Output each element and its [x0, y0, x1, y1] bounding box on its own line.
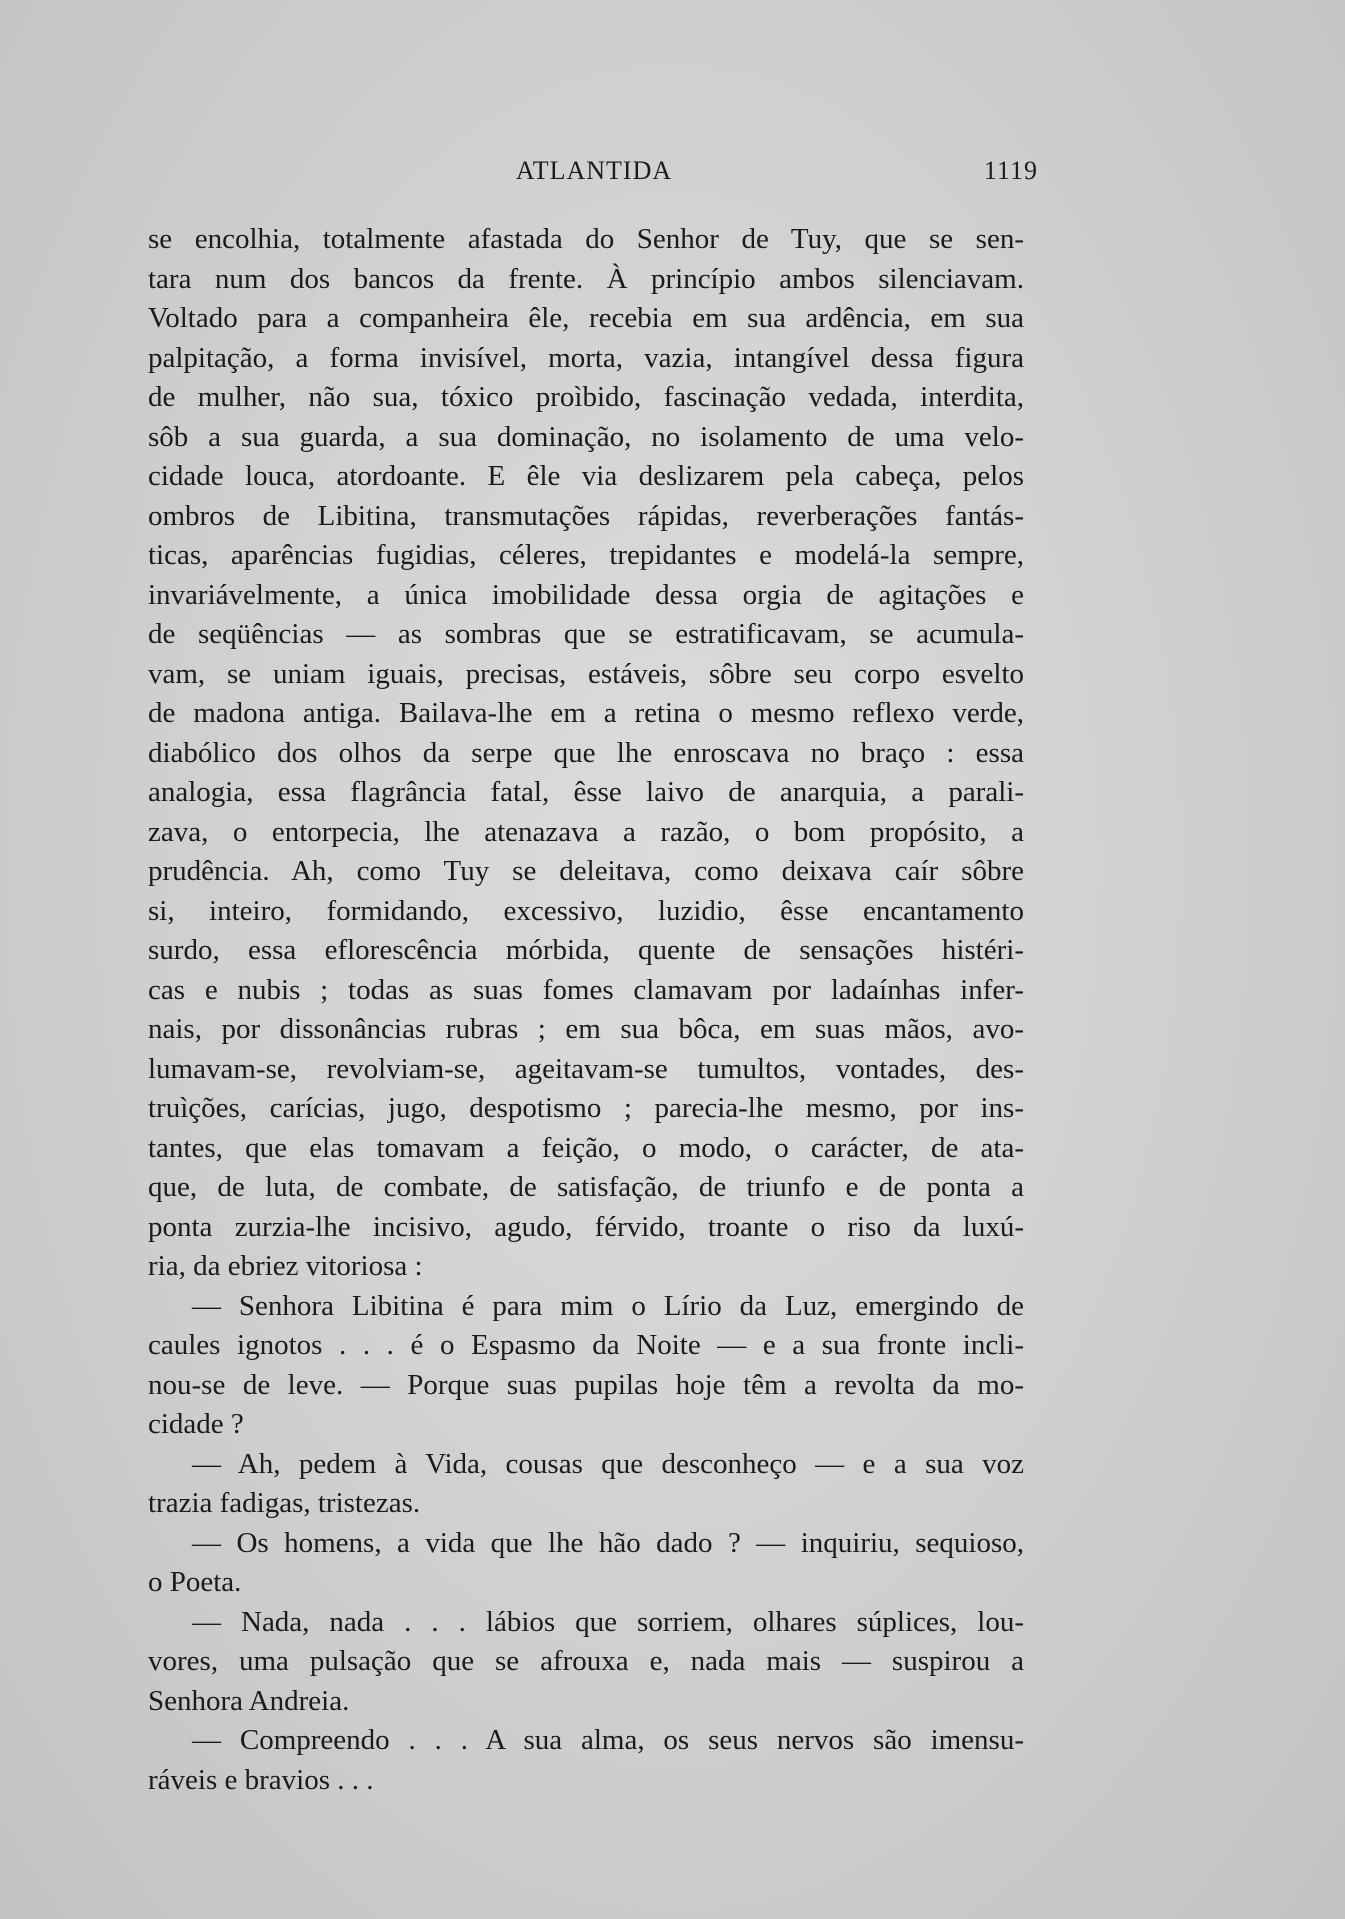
- text-line: vores, uma pulsação que se afrouxa e, nada mais — suspirou a: [148, 1645, 1024, 1677]
- text-line: cas e nubis ; todas as suas fomes clamavam por ladaínhas infer-: [148, 973, 1024, 1006]
- text-line: de mulher, não sua, tóxico proìbido, fascinação vedada, interdita,: [148, 381, 1024, 413]
- text-line: vam, se uniam iguais, precisas, estáveis, sôbre seu corpo esvelto: [148, 657, 1024, 690]
- text-line: Voltado para a companheira êle, recebia em sua ardência, em sua: [148, 302, 1024, 334]
- text-line: cidade ?: [148, 1408, 244, 1440]
- text-line: ticas, aparências fugidias, céleres, trepidantes e modelá-la sempre,: [148, 539, 1024, 571]
- text-line: lumavam-se, revolviam-se, ageitavam-se tumultos, vontades, des-: [148, 1052, 1024, 1085]
- text-line: invariávelmente, a única imobilidade dessa orgia de agitações e: [148, 578, 1024, 611]
- dialogue-line: — Nada, nada . . . lábios que sorriem, olhares súplices, lou-: [192, 1605, 1024, 1638]
- text-line: ria, da ebriez vitoriosa :: [148, 1250, 423, 1282]
- text-line: de madona antiga. Bailava-lhe em a retina o mesmo reflexo verde,: [148, 697, 1024, 729]
- text-line: si, inteiro, formidando, excessivo, luzidio, êsse encantamento: [148, 894, 1024, 927]
- running-head: [148, 156, 1040, 192]
- dialogue-line: — Compreendo . . . A sua alma, os seus nervos são imensu-: [192, 1724, 1024, 1756]
- text-line: sôb a sua guarda, a sua dominação, no isolamento de uma velo-: [148, 420, 1024, 453]
- text-line: Senhora Andreia.: [148, 1684, 350, 1717]
- text-line: cidade louca, atordoante. E êle via deslizarem pela cabeça, pelos: [148, 460, 1024, 492]
- body-text: [148, 220, 1024, 1800]
- text-line: nou-se de leve. — Porque suas pupilas hoje têm a revolta da mo-: [148, 1368, 1024, 1401]
- text-line: tantes, que elas tomavam a feição, o modo, o carácter, de ata-: [148, 1131, 1024, 1164]
- text-line: se encolhia, totalmente afastada do Senhor de Tuy, que se sen-: [148, 223, 1024, 255]
- text-line: palpitação, a forma invisível, morta, vazia, intangível dessa figura: [148, 341, 1024, 374]
- text-line: truìções, carícias, jugo, despotismo ; parecia-lhe mesmo, por ins-: [148, 1092, 1024, 1124]
- text-line: nais, por dissonâncias rubras ; em sua bôca, em suas mãos, avo-: [148, 1013, 1024, 1045]
- text-line: analogia, essa flagrância fatal, êsse laivo de anarquia, a parali-: [148, 776, 1024, 808]
- text-line: ponta zurzia-lhe incisivo, agudo, férvido, troante o riso da luxú-: [148, 1210, 1024, 1243]
- text-line: caules ignotos . . . é o Espasmo da Noite — e a sua fronte incli-: [148, 1329, 1024, 1361]
- dialogue-line: — Senhora Libitina é para mim o Lírio da Luz, emergindo de: [192, 1289, 1024, 1322]
- text-line: ombros de Libitina, transmutações rápidas, reverberações fantás-: [148, 499, 1024, 532]
- text-line: prudência. Ah, como Tuy se deleitava, como deixava caír sôbre: [148, 855, 1024, 887]
- dialogue-line: — Ah, pedem à Vida, cousas que desconheço — e a sua voz: [192, 1447, 1024, 1480]
- text-line: zava, o entorpecia, lhe atenazava a razão, o bom propósito, a: [148, 815, 1024, 848]
- text-line: de seqüências — as sombras que se estratificavam, se acumula-: [148, 618, 1024, 650]
- text-line: trazia fadigas, tristezas.: [148, 1487, 421, 1519]
- dialogue-line: — Os homens, a vida que lhe hão dado ? — inquiriu, sequioso,: [192, 1526, 1024, 1559]
- running-title: ATLANTIDA: [515, 156, 673, 185]
- text-line: que, de luta, de combate, de satisfação, de triunfo e de ponta a: [148, 1171, 1024, 1203]
- text-line: tara num dos bancos da frente. À princípio ambos silenciavam.: [148, 262, 1024, 295]
- text-line: surdo, essa eflorescência mórbida, quente de sensações histéri-: [148, 934, 1024, 966]
- text-line: ráveis e bravios . . .: [148, 1763, 374, 1796]
- text-line: o Poeta.: [148, 1566, 242, 1598]
- page-number: 1119: [983, 156, 1038, 185]
- text-line: diabólico dos olhos da serpe que lhe enroscava no braço : essa: [148, 736, 1024, 769]
